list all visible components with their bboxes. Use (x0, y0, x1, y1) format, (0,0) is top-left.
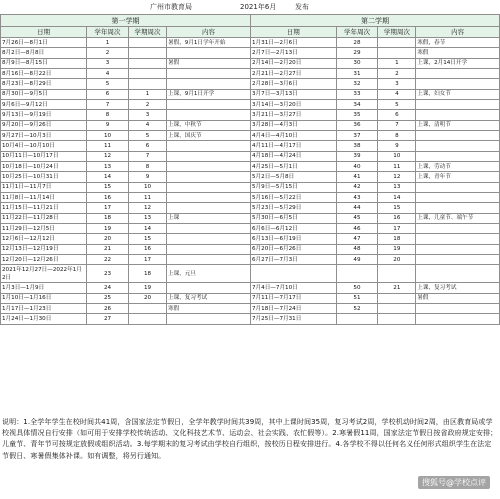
term-week-cell: 3 (129, 110, 167, 120)
date-cell: 2月14日—2月20日 (251, 58, 337, 68)
term-week-cell: 12 (378, 172, 416, 182)
table-row (1, 244, 251, 254)
year-week-cell: 33 (336, 89, 378, 99)
table-row (1, 141, 251, 151)
table-row (1, 120, 251, 130)
content-cell: 寒假 (167, 303, 251, 313)
date-cell: 1月3日—1月9日 (1, 283, 87, 293)
content-cell (416, 314, 500, 324)
year-week-cell: 49 (336, 254, 378, 264)
date-cell: 12月6日—12月12日 (1, 234, 87, 244)
year-week-cell (336, 314, 378, 324)
term-week-cell: 1 (129, 89, 167, 99)
column-header: 内容 (167, 27, 251, 38)
content-cell: 上课，儿童节、端午节 (416, 213, 500, 223)
year-week-cell: 32 (336, 79, 378, 89)
year-week-cell: 25 (87, 293, 129, 303)
term-week-cell (378, 48, 416, 58)
term-week-cell: 10 (129, 182, 167, 192)
date-cell: 10月4日—10月10日 (1, 141, 87, 151)
date-cell: 6月6日—6月12日 (251, 223, 337, 233)
term-week-cell: 7 (129, 151, 167, 161)
content-cell: 寒假 (416, 48, 500, 58)
date-cell: 5月2日—5月8日 (251, 172, 337, 182)
date-cell: 6月27日—7月3日 (251, 254, 337, 264)
semester-1-table (0, 14, 251, 325)
term-week-cell: 6 (129, 141, 167, 151)
year-week-cell: 23 (87, 265, 129, 283)
content-cell (167, 223, 251, 233)
term-week-cell: 9 (129, 172, 167, 182)
term-week-cell: 17 (378, 223, 416, 233)
table-row (1, 89, 251, 99)
content-cell: 上课，清明节 (416, 120, 500, 130)
term-week-cell: 13 (378, 182, 416, 192)
table-row (251, 38, 500, 48)
date-cell: 9月20日—9月26日 (1, 120, 87, 130)
year-week-cell: 42 (336, 182, 378, 192)
term-week-cell: 3 (378, 79, 416, 89)
year-week-cell: 29 (336, 48, 378, 58)
content-cell: 上课，2月14日开学 (416, 58, 500, 68)
year-week-cell: 50 (336, 283, 378, 293)
date-cell: 10月18日—10月24日 (1, 161, 87, 171)
year-week-cell: 6 (87, 89, 129, 99)
year-week-cell: 45 (336, 213, 378, 223)
term-week-cell: 9 (378, 141, 416, 151)
date-cell: 9月6日—9月12日 (1, 99, 87, 109)
term-week-cell: 15 (378, 203, 416, 213)
content-cell (416, 141, 500, 151)
term-week-cell (129, 58, 167, 68)
content-cell: 上课 (167, 213, 251, 223)
term-week-cell (378, 38, 416, 48)
date-cell: 4月11日—4月17日 (251, 141, 337, 151)
column-header: 内容 (416, 27, 500, 38)
content-cell (167, 68, 251, 78)
table-row (251, 79, 500, 89)
content-cell (416, 223, 500, 233)
year-week-cell: 12 (87, 151, 129, 161)
year-week-cell: 18 (87, 213, 129, 223)
year-week-cell: 20 (87, 234, 129, 244)
year-week-cell: 30 (336, 58, 378, 68)
content-cell (167, 182, 251, 192)
year-week-cell: 48 (336, 244, 378, 254)
semester-title: 第二学期 (251, 15, 500, 27)
content-cell (416, 99, 500, 109)
table-row (1, 192, 251, 202)
year-week-cell: 1 (87, 38, 129, 48)
content-cell (167, 99, 251, 109)
table-row (1, 68, 251, 78)
term-week-cell: 11 (378, 161, 416, 171)
year-week-cell: 27 (87, 314, 129, 324)
year-week-cell: 9 (87, 120, 129, 130)
year-week-cell: 7 (87, 99, 129, 109)
date-cell: 9月13日—9月19日 (1, 110, 87, 120)
term-week-cell: 2 (378, 68, 416, 78)
content-cell (167, 79, 251, 89)
content-cell: 暑假 (416, 293, 500, 303)
year-week-cell: 35 (336, 110, 378, 120)
term-week-cell: 8 (129, 161, 167, 171)
term-week-cell: 16 (129, 244, 167, 254)
date-cell: 1月24日—1月30日 (1, 314, 87, 324)
table-row (1, 182, 251, 192)
content-cell (416, 234, 500, 244)
date-cell: 12月20日—12月26日 (1, 254, 87, 264)
term-week-cell: 2 (129, 99, 167, 109)
date-cell: 2月28日—3月6日 (251, 79, 337, 89)
year-week-cell: 4 (87, 68, 129, 78)
column-header: 学年周次 (87, 27, 129, 38)
date-cell: 7月26日—8月1日 (1, 38, 87, 48)
column-header: 学年周次 (336, 27, 378, 38)
table-row (1, 234, 251, 244)
term-week-cell: 5 (129, 130, 167, 140)
term-week-cell: 19 (129, 283, 167, 293)
year-week-cell: 43 (336, 192, 378, 202)
table-row (251, 265, 500, 283)
date-cell: 11月1日—11月7日 (1, 182, 87, 192)
term-week-cell: 1 (378, 58, 416, 68)
content-cell: 上课，9月1日开学 (167, 89, 251, 99)
content-cell (416, 68, 500, 78)
table-row (251, 110, 500, 120)
content-cell (167, 314, 251, 324)
content-cell (416, 303, 500, 313)
year-week-cell (336, 265, 378, 283)
date-cell: 2月21日—2月27日 (251, 68, 337, 78)
content-cell (416, 265, 500, 283)
issue-action: 发布 (295, 3, 309, 11)
term-week-cell (129, 314, 167, 324)
content-cell (167, 203, 251, 213)
table-row (1, 314, 251, 324)
content-cell (416, 151, 500, 161)
table-row (251, 99, 500, 109)
date-cell: 4月4日—4月10日 (251, 130, 337, 140)
date-cell: 1月17日—1月23日 (1, 303, 87, 313)
date-cell: 11月15日—11月21日 (1, 203, 87, 213)
table-row (1, 254, 251, 264)
column-header: 学期周次 (129, 27, 167, 38)
table-row (251, 223, 500, 233)
table-row (251, 303, 500, 313)
content-cell (416, 192, 500, 202)
term-week-cell (129, 38, 167, 48)
table-row (251, 151, 500, 161)
issuer: 广州市教育局 (150, 3, 192, 11)
year-week-cell: 28 (336, 38, 378, 48)
term-week-cell: 5 (378, 99, 416, 109)
year-week-cell: 11 (87, 141, 129, 151)
term-week-cell: 18 (378, 234, 416, 244)
table-row (1, 151, 251, 161)
table-row (251, 293, 500, 303)
year-week-cell: 13 (87, 161, 129, 171)
content-cell (167, 48, 251, 58)
notes-text: 说明：1.全学年学生在校时间共41周，含国家法定节假日，全学年教学时间共39周，其中上课时间35周，复习考试2周，学校机动时间2周，由区教育局或学校视具体情况自行安排（如可用于安排学校传统活动、文化科技艺术节、运动会、社会实践、农忙假等）。2.寒暑假11周，国家法定节假日按省政府规定安排；儿童节、青年节可按规定放假或组织活动。3.每学期末的复习考试由学校自行组织，按校历日程安排进行。4.各学校不得以任何名义任何形式组织学生在法定节假日、寒暑假集体补课。如有调整，将另行通知。 (2, 418, 498, 460)
year-week-cell: 46 (336, 223, 378, 233)
year-week-cell: 31 (336, 68, 378, 78)
date-cell: 4月25日—5月1日 (251, 161, 337, 171)
date-cell: 8月30日—9月5日 (1, 89, 87, 99)
year-week-cell: 21 (87, 244, 129, 254)
date-cell: 6月13日—6月19日 (251, 234, 337, 244)
column-header: 学期周次 (378, 27, 416, 38)
table-row (251, 244, 500, 254)
term-week-cell: 14 (129, 223, 167, 233)
date-cell: 5月30日—6月5日 (251, 213, 337, 223)
year-week-cell: 37 (336, 130, 378, 140)
table-row (1, 110, 251, 120)
term-week-cell: 20 (129, 293, 167, 303)
term-week-cell: 21 (378, 283, 416, 293)
term-week-cell: 10 (378, 151, 416, 161)
year-week-cell: 40 (336, 161, 378, 171)
year-week-cell: 14 (87, 172, 129, 182)
content-cell (167, 234, 251, 244)
table-row (251, 234, 500, 244)
table-row (251, 130, 500, 140)
content-cell (416, 79, 500, 89)
content-cell (167, 244, 251, 254)
content-cell (416, 130, 500, 140)
table-row (251, 120, 500, 130)
date-cell: 7月4日—7月10日 (251, 283, 337, 293)
year-week-cell: 8 (87, 110, 129, 120)
term-week-cell: 19 (378, 244, 416, 254)
term-week-cell: 20 (378, 254, 416, 264)
term-week-cell: 7 (378, 120, 416, 130)
year-week-cell: 38 (336, 141, 378, 151)
term-week-cell (129, 303, 167, 313)
content-cell (416, 182, 500, 192)
year-week-cell: 3 (87, 58, 129, 68)
term-week-cell: 4 (129, 120, 167, 130)
date-cell: 7月25日—7月31日 (251, 314, 337, 324)
date-cell: 8月2日—8月8日 (1, 48, 87, 58)
year-week-cell: 2 (87, 48, 129, 58)
table-row (251, 161, 500, 171)
year-week-cell: 39 (336, 151, 378, 161)
table-row (1, 130, 251, 140)
year-week-cell: 47 (336, 234, 378, 244)
date-cell: 6月20日—6月26日 (251, 244, 337, 254)
date-cell: 12月13日—12月19日 (1, 244, 87, 254)
content-cell (167, 254, 251, 264)
content-cell (167, 283, 251, 293)
content-cell (416, 203, 500, 213)
content-cell: 上课，元旦 (167, 265, 251, 283)
term-week-cell: 4 (378, 89, 416, 99)
date-cell: 7月11日—7月17日 (251, 293, 337, 303)
year-week-cell: 17 (87, 203, 129, 213)
content-cell: 上课，劳动节 (416, 161, 500, 171)
date-cell: 5月23日—5月29日 (251, 203, 337, 213)
content-cell: 暑假，9月1日学年开始 (167, 38, 251, 48)
content-cell (167, 151, 251, 161)
term-week-cell (378, 303, 416, 313)
issue-date: 2021年6月 (240, 3, 277, 11)
date-cell: 3月28日—4月3日 (251, 120, 337, 130)
term-week-cell: 12 (129, 203, 167, 213)
table-row (1, 172, 251, 182)
term-week-cell (378, 265, 416, 283)
table-row (251, 68, 500, 78)
term-week-cell: 18 (129, 265, 167, 283)
table-row (1, 99, 251, 109)
date-cell: 1月10日—1月16日 (1, 293, 87, 303)
year-week-cell: 36 (336, 120, 378, 130)
date-cell: 2月7日—2月13日 (251, 48, 337, 58)
term-week-cell: 17 (129, 254, 167, 264)
date-cell: 9月27日—10月3日 (1, 130, 87, 140)
date-cell: 11月29日—12月5日 (1, 223, 87, 233)
year-week-cell: 5 (87, 79, 129, 89)
term-week-cell: 6 (378, 110, 416, 120)
content-cell: 寒假，春节 (416, 38, 500, 48)
table-row (1, 265, 251, 283)
table-row (251, 213, 500, 223)
term-week-cell (129, 48, 167, 58)
table-row (1, 203, 251, 213)
column-header: 日期 (251, 27, 337, 38)
year-week-cell: 41 (336, 172, 378, 182)
content-cell: 上课，复习考试 (167, 293, 251, 303)
date-cell: 7月18日—7月24日 (251, 303, 337, 313)
year-week-cell: 51 (336, 293, 378, 303)
content-cell (167, 192, 251, 202)
table-row (251, 182, 500, 192)
date-cell: 10月25日—10月31日 (1, 172, 87, 182)
term-week-cell (378, 293, 416, 303)
year-week-cell: 24 (87, 283, 129, 293)
content-cell (167, 161, 251, 171)
content-cell: 上课，中秋节 (167, 120, 251, 130)
table-row (251, 48, 500, 58)
date-cell: 5月16日—5月22日 (251, 192, 337, 202)
date-cell: 2021年12月27日—2022年1月2日 (1, 265, 87, 283)
term-week-cell: 14 (378, 192, 416, 202)
term-week-cell: 16 (378, 213, 416, 223)
table-row (251, 192, 500, 202)
table-row (1, 58, 251, 68)
content-cell (167, 141, 251, 151)
watermark: 搜狐号@学校点评 (418, 476, 490, 489)
table-row (251, 254, 500, 264)
year-week-cell: 19 (87, 223, 129, 233)
semester-2-table (250, 14, 500, 325)
table-row (251, 89, 500, 99)
year-week-cell: 22 (87, 254, 129, 264)
content-cell (416, 110, 500, 120)
date-cell: 10月11日—10月17日 (1, 151, 87, 161)
table-row (1, 79, 251, 89)
term-week-cell (129, 79, 167, 89)
date-cell: 3月21日—3月27日 (251, 110, 337, 120)
date-cell: 11月22日—11月28日 (1, 213, 87, 223)
date-cell: 11月8日—11月14日 (1, 192, 87, 202)
term-week-cell (378, 314, 416, 324)
content-cell (167, 172, 251, 182)
table-row (1, 213, 251, 223)
table-row (1, 38, 251, 48)
table-row (251, 58, 500, 68)
column-header: 日期 (1, 27, 87, 38)
table-row (1, 223, 251, 233)
date-cell: 8月9日—8月15日 (1, 58, 87, 68)
content-cell (416, 244, 500, 254)
date-cell: 4月18日—4月24日 (251, 151, 337, 161)
date-cell (251, 265, 337, 283)
year-week-cell: 15 (87, 182, 129, 192)
term-week-cell: 13 (129, 213, 167, 223)
table-row (1, 283, 251, 293)
date-cell: 1月31日—2月6日 (251, 38, 337, 48)
year-week-cell: 44 (336, 203, 378, 213)
term-week-cell: 15 (129, 234, 167, 244)
term-week-cell: 8 (378, 130, 416, 140)
table-row (251, 141, 500, 151)
content-cell: 暑假 (167, 58, 251, 68)
document-header (0, 0, 500, 14)
content-cell: 上课，青年节 (416, 172, 500, 182)
table-row (1, 48, 251, 58)
year-week-cell: 10 (87, 130, 129, 140)
table-row (251, 203, 500, 213)
year-week-cell: 34 (336, 99, 378, 109)
table-row (1, 161, 251, 171)
year-week-cell: 26 (87, 303, 129, 313)
content-cell (167, 110, 251, 120)
term-week-cell: 11 (129, 192, 167, 202)
date-cell: 3月7日—3月13日 (251, 89, 337, 99)
table-row (251, 283, 500, 293)
year-week-cell: 52 (336, 303, 378, 313)
date-cell: 8月16日—8月22日 (1, 68, 87, 78)
date-cell: 3月14日—3月20日 (251, 99, 337, 109)
content-cell: 上课，复习考试 (416, 283, 500, 293)
semester-title: 第一学期 (1, 15, 251, 27)
table-row (251, 172, 500, 182)
content-cell (416, 254, 500, 264)
content-cell: 上课，妇女节 (416, 89, 500, 99)
date-cell: 5月9日—5月15日 (251, 182, 337, 192)
table-row (1, 303, 251, 313)
date-cell: 8月23日—8月29日 (1, 79, 87, 89)
content-cell: 上课，国庆节 (167, 130, 251, 140)
table-row (1, 293, 251, 303)
term-week-cell (129, 68, 167, 78)
year-week-cell: 16 (87, 192, 129, 202)
table-row (251, 314, 500, 324)
